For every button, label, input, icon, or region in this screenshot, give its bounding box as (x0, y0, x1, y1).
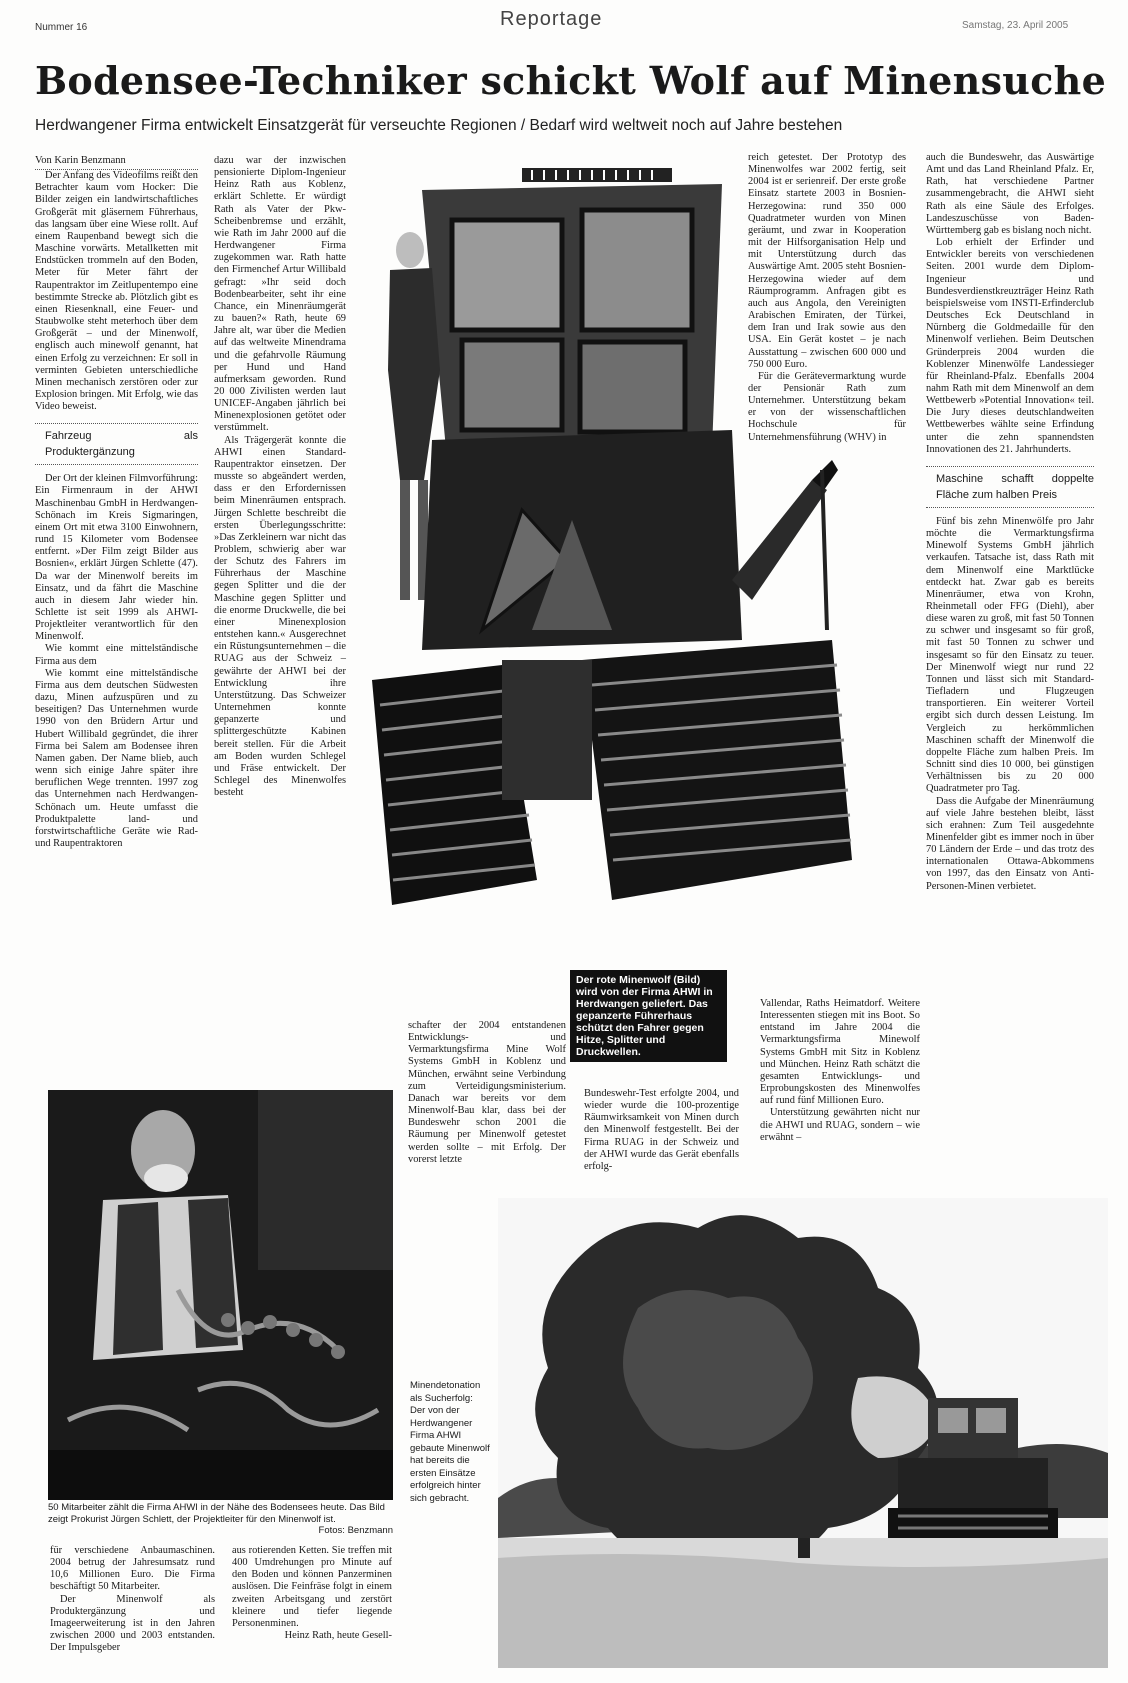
worker-illustration (48, 1090, 393, 1500)
column-3-mid (408, 1020, 566, 1166)
paragraph: Der Anfang des Videofilms reißt den Betrachter kaum vom Hocker: Die Bilder zeigen ein landwirtschaftliches Großgerät mit gläsernem Führerhaus, das langsam über eine Wiese rollt. Auf einem Raupenband bewegt sich die Maschine vorwärts. Metallketten mit Endstücken trommeln auf den Boden, Meter für Meter fährt der Raupentraktor im Zeitlupentempo eine bestimmte Strecke ab. Plötzlich gibt es einen Riesenknall, eine Feuer- und Staubwolke steht meterhoch über dem Großgerät – und der Minenwolf, englisch auch minewolf genannt, hat einen Erfolg zu verzeichnen: Er soll in verminten Gebieten unterschiedliche Minen mechanisch zerstören oder zur Explosion bringen. Mit Erfolg, wie das Video beweist. (35, 170, 198, 413)
paragraph: dazu war der inzwischen pensionierte Diplom-Ingenieur Heinz Rath aus Koblenz, erklärt Schlette. Er würdigt Rath als Vater der Pkw-Scheibenbremse und erzählt, wie Rath im Jahr 2000 auf die Herdwangener Firma zugekommen war. Rath hatte den Firmenchef Artur Willibald gefragt: »Ihr seid doch Bodenbearbeiter, seht ihr eine Chance, ein Minenräumgerät zu bauen?« Rath, heute 69 Jahre alt, war über die Medien auf das weltweite Minendrama und die gefahrvolle Räumung per Hund und Hand aufmerksam geworden. Rund 20 000 Zivilisten werden laut UNICEF-Angaben jährlich bei Minenexplosionen getötet oder verstümmelt. (214, 155, 346, 434)
paragraph: Unterstützung gewährten nicht nur die AHWI und RUAG, sondern – wie erwähnt – (760, 1107, 920, 1143)
subhead-produktergaenzung: Fahrzeug als Produktergänzung (35, 423, 198, 465)
paragraph: Bundeswehr-Test erfolgte 2004, und wieder wurde die 100-prozentige Räumwirksamkeit von Minen durch den Minenwolf festgestellt. Bei der Firma RUAG in der Schweiz und der AHWI wurde das Gerät ebenfalls erfolg- (584, 1088, 739, 1172)
bottom-column-2 (232, 1545, 392, 1642)
paragraph: aus rotierenden Ketten. Sie treffen mit 400 Umdrehungen pro Minute auf den Boden und können Panzerminen auslösen. Die Feinfräse folgt in einem zweiten Arbeitsgang und zerstört kleinere und tiefer liegende Personenminen. (232, 1545, 392, 1629)
deck: Herdwangener Firma entwickelt Einsatzgerät für verseuchte Regionen / Bedarf wird weltweit noch auf Jahre bestehen (35, 117, 843, 134)
paragraph: Wie kommt eine mittelständische Firma aus dem deutschen Südwesten dazu, Minen aufzuspüren und zu beseitigen? Das Unternehmen wurde 1990 von den Brüdern Artur und Hubert Willibald gegründet, die ihrer Firma bei Salem am Bodensee ihren Namen gaben. Der Name blieb, auch wenn sich einige Jahre später ihre beruflichen Wege trennten. 1997 zog das Unternehmen nach Herdwangen-Schönach um. Heute umfasst die Produktpalette land- und forstwirtschaftliche Geräte wie Rad- und Raupentraktoren (35, 667, 198, 849)
paragraph: Der Minenwolf als Produktergänzung und Imageerweiterung ist in den Jahren zwischen 2000 und 2003 entstanden. Der Impulsgeber (50, 1593, 215, 1654)
paragraph: auch die Bundeswehr, das Auswärtige Amt und das Land Rheinland Pfalz. Er, Rath, hat verschiedene Partner zusammengebracht, die AHWI sieht Rath als eine Säule des Erfolges. Landeszuschüsse von Baden-Württemberg gab es bislang noch nicht. (926, 152, 1094, 236)
paragraph: Lob erhielt der Erfinder und Entwickler bereits von verschiedenen Seiten. 2001 wurde dem Diplom-Ingenieur und Bundesverdienstkreuzträger Heinz Rath beispielsweise vom INSTI-Erfinderclub Deutsches Eck Deutschland in Nürnberg die Goldmedaille für den Minenwolf verliehen. Beim Deutschen Gründerpreis 2004 wurden die Koblenzer Minenwölfe Landessieger für Rheinland-Pfalz. Ebenfalls 2004 nahm Rath mit dem Minenwolf an dem Wettbewerb »Potential Innovation« teil. Die Jury dieses deutschlandweiten Wettbewerbes wählte seine Erfindung unter die zehn spannendsten Innovationen des 21. Jahrhunderts. (926, 237, 1094, 455)
column-5 (748, 152, 906, 444)
worker-photo-caption (48, 1502, 393, 1537)
bottom-column-1 (50, 1545, 215, 1654)
paragraph: Vallendar, Raths Heimatdorf. Weitere Interessenten stiegen mit ins Boot. So entstand im Jahre 2004 die Vermarktungsfirma Minewolf Systems GmbH mit Sitz in Koblenz und München. Heinz Rath schätzt die gesamten Entwicklungs- und Erprobungskosten des Minenwolfes auf rund fünf Millionen Euro. (760, 998, 920, 1107)
paragraph: Heinz Rath, heute Gesell- (284, 1630, 392, 1642)
column-6 (926, 152, 1094, 893)
column-1 (35, 155, 198, 850)
byline: Von Karin Benzmann (35, 155, 198, 170)
paragraph: für verschiedene Anbaumaschinen. 2004 betrug der Jahresumsatz rund 10,6 Millionen Euro. Die Firma beschäftigt 50 Mitarbeiter. (50, 1545, 215, 1593)
main-photo-caption: Der rote Minenwolf (Bild) wird von der Firma AHWI in Herdwangen geliefert. Das gepanzerte Führerhaus schützt den Fahrer gegen Hitze, Splitter und Druckwellen. (570, 970, 727, 1062)
paragraph: Für die Gerätevermarktung wurde der Pensionär Rath zum Unternehmer. Unterstützung bekam er von der wissenschaftlichen Hochschule für Unternehmensführung (WHV) in (748, 370, 906, 443)
photo-credit: Fotos: Benzmann (318, 1525, 393, 1536)
caption-text: 50 Mitarbeiter zählt die Firma AHWI in der Nähe des Bodensees heute. Das Bild zeigt Prokurist Jürgen Schlett, der Projektleiter für den Minenwolf ist. (48, 1502, 385, 1525)
paragraph: schafter der 2004 entstandenen Entwicklungs- und Vermarktungsfirma Mine Wolf Systems GmbH in Koblenz und München, erwähnt seine Verbindung zum Verteidigungsministerium. Danach war bereits vor dem Minenwolf-Bau klar, dass bei der Bundeswehr schon 2001 die Räumung per Minenwolf getestet werden sollte – mit Erfolg. Der vorerst letzte (408, 1020, 566, 1165)
worker-photo (48, 1090, 393, 1500)
paragraph: Dass die Aufgabe der Minenräumung auf viele Jahre bestehen bleibt, lässt sich erahnen: Zum Teil ausgedehnte Minenfelder gibt es immer noch in über 70 Ländern der Erde – und das trotz des internationalen Ottawa-Abkommens von 1997, das den Einsatz von Anti-Personen-Minen verbietet. (926, 795, 1094, 892)
paragraph: reich getestet. Der Prototyp des Minenwolfes war 2002 fertig, seit 2004 ist er serienreif. Der erste große Einsatz startete 2003 in Bosnien-Herzegowina: rund 350 000 Quadratmeter wurden von Minen geräumt, und zwar in Kooperation mit der Hilfsorganisation Help und mit Unterstützung durch das Auswärtige Amt. 2005 steht Bosnien-Herzegowina wieder auf dem Räumprogramm. Anfragen gibt es auch aus Angola, den Vereinigten Arabischen Emiraten, der Türkei, dem Iran und Irak sowie aus den USA. Ein Gerät kostet – je nach Ausstattung – zwischen 600 000 und 750 000 Euro. (748, 152, 906, 370)
issue-date: Samstag, 23. April 2005 (962, 20, 1069, 31)
subhead-doppelte-flaeche: Maschine schafft doppelte Fläche zum halben Preis (926, 466, 1094, 508)
page-number: Nummer 16 (35, 22, 88, 33)
explosion-photo-caption: Minendetonation als Sucherfolg: Der von der Herdwangener Firma AHWI gebaute Minenwolf hat bereits die ersten Einsätze erfolgreich hinter sich gebracht. (410, 1380, 490, 1504)
section-label: Reportage (500, 8, 603, 30)
paragraph: Als Trägergerät konnte die AHWI einen Standard-Raupentraktor einsetzen. Der musste so abgeändert werden, dass er den Erfordernissen beim Minenräumen entsprach. Jürgen Schlette beschreibt die ersten Überlegungsschritte: »Das Zerkleinern war nicht das Problem, schwierig aber war der Schutz des Fahrers im Führerhaus der Maschine gegen Splitter und die der Maschine gegen Splitter und die enorme Druckwelle, die bei einer Minenexplosion entstehen kann.« Ausgerechnet ein Rüstungsunternehmen – die RUAG aus der Schweiz – gewährte der AHWI bei der Entwicklung ihre Unterstützung. Das Schweizer Unternehmen konnte gepanzerte und splittergeschützte Kabinen bereit stellen. Für die Arbeit am Boden wurden Schlegel und Fräse entwickelt. Der Schlegel des Minenwolfes besteht (214, 434, 346, 799)
paragraph: Wie kommt eine mittelständische Firma aus dem (35, 643, 198, 667)
paragraph: Der Ort der kleinen Filmvorführung: Ein Firmenraum in der AHWI Maschinenbau GmbH in Herdwangen-Schönach im Kreis Sigmaringen, einem Ort mit etwa 3100 Einwohnern, rund 15 Kilometer vom Bodensee entfernt. »Der Film zeigt Bilder aus Bosnien«, erklärt Jürgen Schlette (47). Da war der Minenwolf bereits im Einsatz, und da fährt die Maschine auch in diesem Jahr wieder hin. Schlette ist seit 1999 als AHWI-Projektleiter verantwortlich für den Minenwolf. (35, 473, 198, 643)
paragraph: Fünf bis zehn Minenwölfe pro Jahr möchte die Vermarktungsfirma Minewolf Systems GmbH jährlich verkaufen. Tatsache ist, dass Rath mit dem Minenwolf eine Marktlücke entdeckt hat. Zwar gab es bereits Minenräumer, etwa von Krohn, Rheinmetall oder FFG (Diehl), aber diese waren zu groß, mit fast 50 Tonnen zu schwer und insgesamt so für groß, mit fast 50 Tonnen zu schwer und insgesamt so für den Einsatz zu teuer. Der Minenwolf wiegt nur rund 22 Tonnen und lässt sich mit Standard-Tiefladern und Flugzeugen transportieren. Ein weiterer Vorteil ergibt sich durch dessen Leistung. Im Vergleich zu herkömmlichen Maschinen schafft der Minenwolf die doppelte Fläche zum halben Preis. Im Schnitt sind dies 10 000, bei günstigen Verhältnissen bis zu 20 000 Quadratmeter pro Tag. (926, 515, 1094, 795)
explosion-photo (498, 1198, 1108, 1668)
headline: Bodensee-Techniker schickt Wolf auf Minensuche (35, 58, 1107, 103)
column-4-mid (584, 1088, 739, 1173)
column-2 (214, 155, 346, 799)
explosion-illustration (498, 1198, 1108, 1668)
column-5-low (760, 998, 920, 1144)
